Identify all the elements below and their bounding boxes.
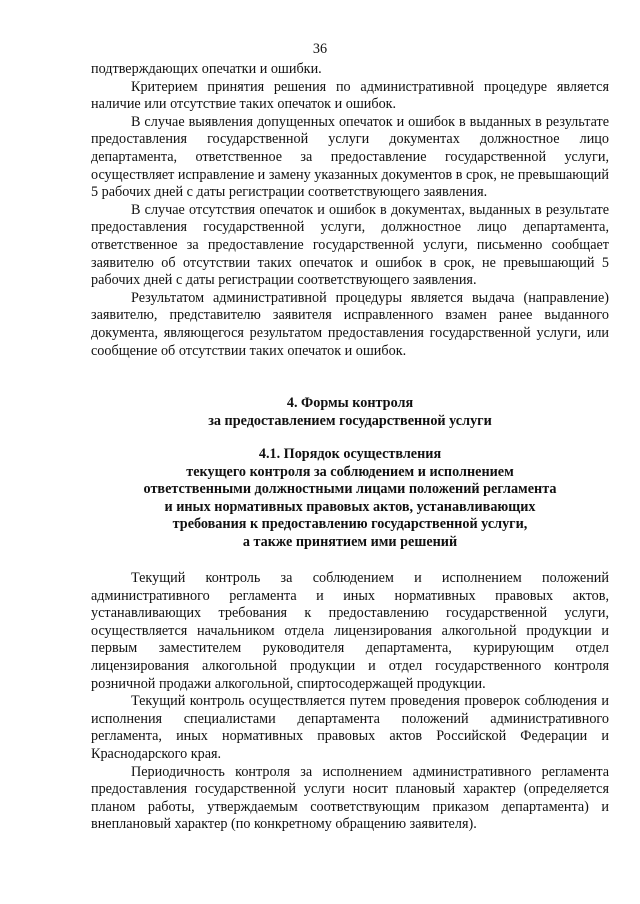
paragraph: Критерием принятия решения по административной процедуре является наличие или отсутствие таких опечаток и ошибок. [91,78,609,113]
procedure-text-block [91,61,609,360]
paragraph: Текущий контроль осуществляется путем проведения проверок соблюдения и исполнения специалистами департамента положений административного регламента, иных нормативных правовых актов Российской Федерации и Краснодарского края. [91,693,609,762]
paragraph: Результатом административной процедуры является выдача (направление) заявителю, представителю заявителя исправленного взамен ранее выданного документа, являющегося результатом предоставления государственной услуги, или сообщение об отсутствии таких опечаток и ошибок. [91,289,609,359]
paragraph: В случае отсутствия опечаток и ошибок в документах, выданных в результате предоставления государственной услуги, должностное лицо департамента, ответственное за предоставление государственной услуги, письменно сообщает заявителю об отсутствии таких опечаток и ошибок в срок, не превышающий 5 рабочих дней с даты регистрации соответствующего заявления. [91,201,609,289]
paragraph: В случае выявления допущенных опечаток и ошибок в выданных в результате предоставления государственной услуги документах должностное лицо департамента, ответственное за предоставление государственной услуги, осуществляет исправление и замену указанных документов в срок, не превышающий 5 рабочих дней с даты регистрации соответствующего заявления. [91,113,609,201]
heading-line: 4.1. Порядок осуществления [258,446,442,462]
heading-line: а также принятием ими решений [242,533,458,550]
heading-line: и иных нормативных правовых актов, устанавливающих [164,498,536,515]
heading-line: ответственными должностными лицами положений регламента [143,481,557,498]
heading-line: за предоставлением государственной услуги [208,412,492,429]
paragraph: подтверждающих опечатки и ошибки. [91,61,322,77]
paragraph: Текущий контроль за соблюдением и исполнением положений административного регламента и иных нормативных правовых актов, устанавливающих требования к предоставлению государственной услуги, осуществляется начальником отдела лицензирования алкогольной продукции и первым заместителем руководителя департамента, курирующим отдел лицензирования алкогольной продукции и отдел государственного контроля розничной продажи алкогольной, спиртосодержащей продукции. [91,570,609,692]
heading-line: текущего контроля за соблюдением и исполнением [186,463,514,480]
heading-line: требования к предоставлению государственной услуги, [172,516,528,533]
section-4-heading [91,395,609,430]
paragraph: Периодичность контроля за исполнением административного регламента предоставления государственной услуги носит плановый характер (определяется планом работы, утверждаемым соответствующим приказом департамента) и внеплановый характер (по конкретному обращению заявителя). [91,763,609,833]
page-number: 36 [312,41,328,57]
heading-line: 4. Формы контроля [286,395,414,411]
control-text-block [91,570,609,834]
section-4-1-heading [91,446,609,552]
